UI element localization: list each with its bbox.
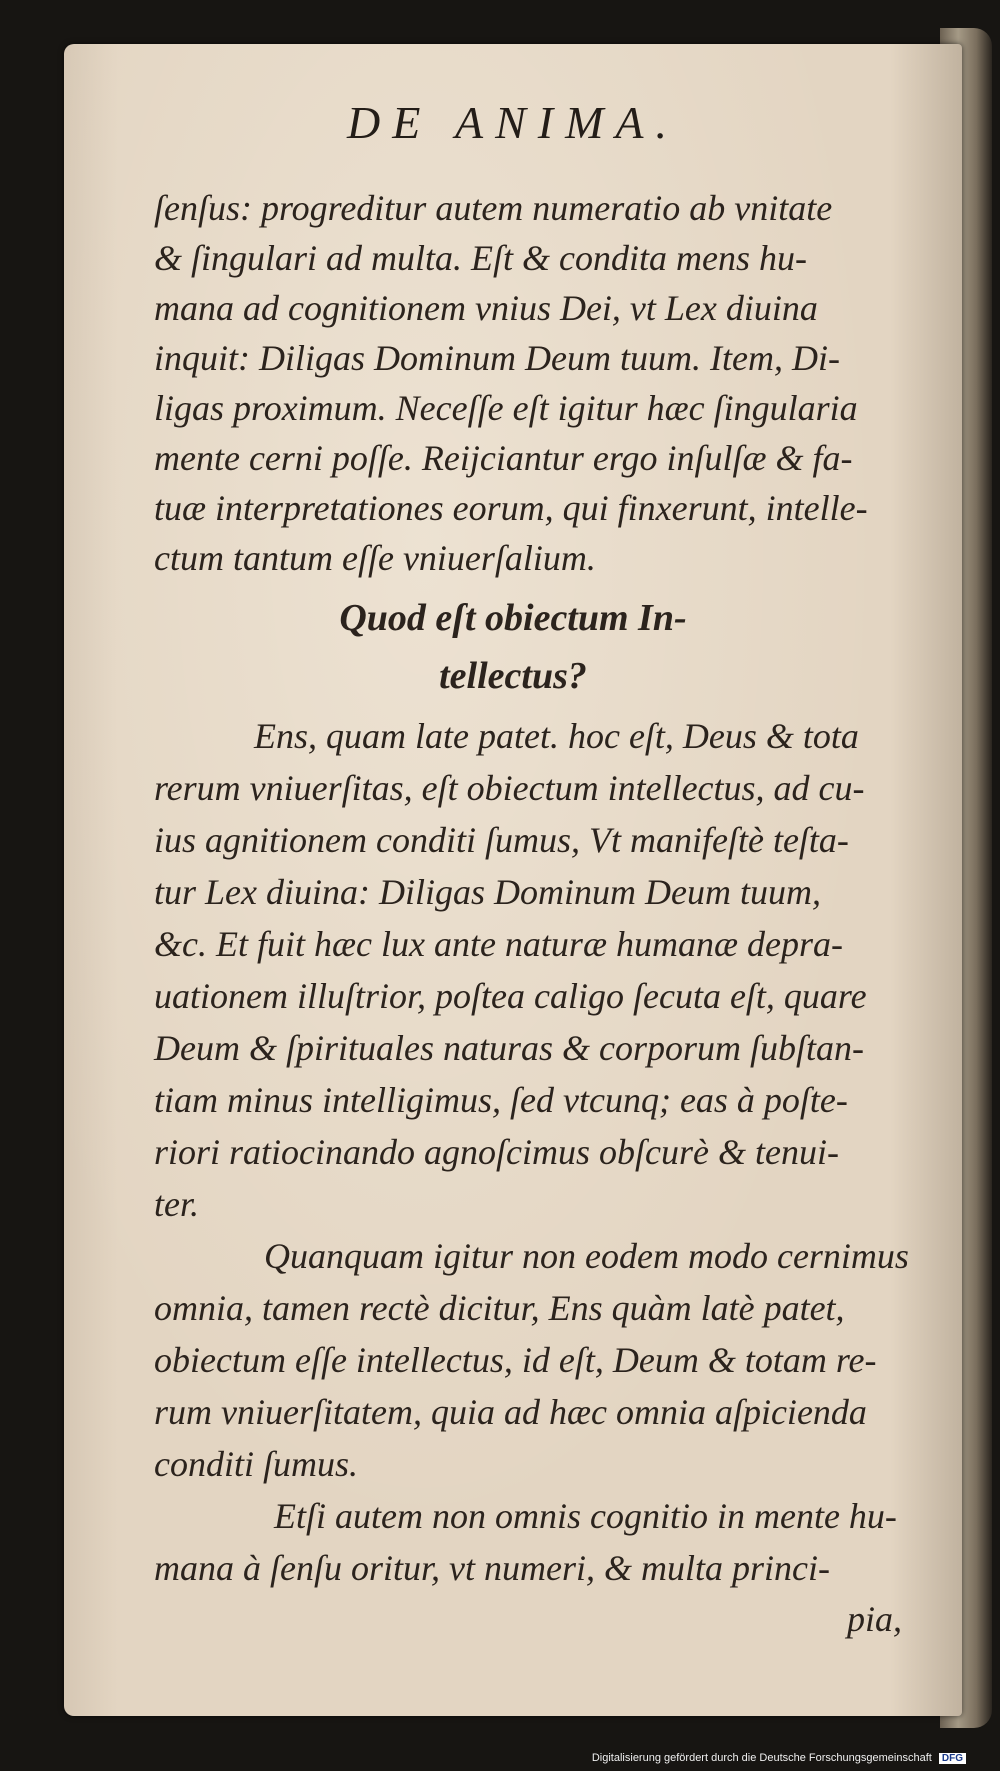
dfg-logo-icon: DFG (939, 1753, 966, 1764)
text-line: rerum vniuerſitas, eſt obiectum intellectus, ad cu- (154, 768, 865, 808)
digitization-footer (592, 1752, 966, 1764)
text-line: ter. (154, 1184, 199, 1224)
section-heading: Quod eſt obiectum In- (339, 597, 687, 639)
text-line: omnia, tamen rectè dicitur, Ens quàm latè patet, (154, 1288, 845, 1328)
catchword: pia, (846, 1599, 902, 1639)
text-line: Etſi autem non omnis cognitio in mente hu- (274, 1496, 897, 1536)
text-line: & ſingulari ad multa. Eſt & condita mens hu- (154, 238, 807, 278)
text-line: Deum & ſpirituales naturas & corporum ſubſtan- (154, 1028, 864, 1068)
text-line: ſenſus: progreditur autem numeratio ab vnitate (154, 188, 833, 228)
text-line: &c. Et fuit hæc lux ante naturæ humanæ depra- (154, 924, 843, 964)
footer-text: Digitalisierung gefördert durch die Deutsche Forschungsgemeinschaft (591, 1752, 932, 1764)
text-line: ctum tantum eſſe vniuerſalium. (154, 538, 596, 578)
text-line: ius agnitionem conditi ſumus, Vt manifeſtè teſta- (154, 820, 849, 860)
text-line: ligas proximum. Neceſſe eſt igitur hæc ſingularia (154, 388, 858, 428)
text-line: mana à ſenſu oritur, vt numeri, & multa princi- (154, 1548, 830, 1588)
text-line: Ens, quam late patet. hoc eſt, Deus & tota (254, 716, 859, 756)
text-line: tuæ interpretationes eorum, qui finxerunt, intelle- (154, 488, 868, 528)
text-line: obiectum eſſe intellectus, id eſt, Deum & totam re- (154, 1340, 877, 1380)
text-line: tiam minus intelligimus, ſed vtcunq; eas à poſte- (154, 1080, 848, 1120)
text-line: riori ratiocinando agnoſcimus obſcurè & tenui- (154, 1132, 839, 1172)
text-line: tur Lex diuina: Diligas Dominum Deum tuum, (154, 872, 821, 912)
text-line: mana ad cognitionem vnius Dei, vt Lex diuina (154, 288, 818, 328)
book-page (64, 44, 962, 1716)
text-line: rum vniuerſitatem, quia ad hæc omnia aſpicienda (154, 1392, 867, 1432)
text-line: uationem illuſtrior, poſtea caligo ſecuta eſt, quare (154, 976, 867, 1016)
text-line: Quanquam igitur non eodem modo cernimus (264, 1236, 909, 1276)
running-head: DE ANIMA. (346, 97, 679, 148)
text-line: mente cerni poſſe. Reijciantur ergo inſulſæ & fa- (154, 438, 853, 478)
text-line: conditi ſumus. (154, 1444, 358, 1484)
text-line: inquit: Diligas Dominum Deum tuum. Item, Di- (154, 338, 840, 378)
section-heading: tellectus? (439, 655, 587, 697)
